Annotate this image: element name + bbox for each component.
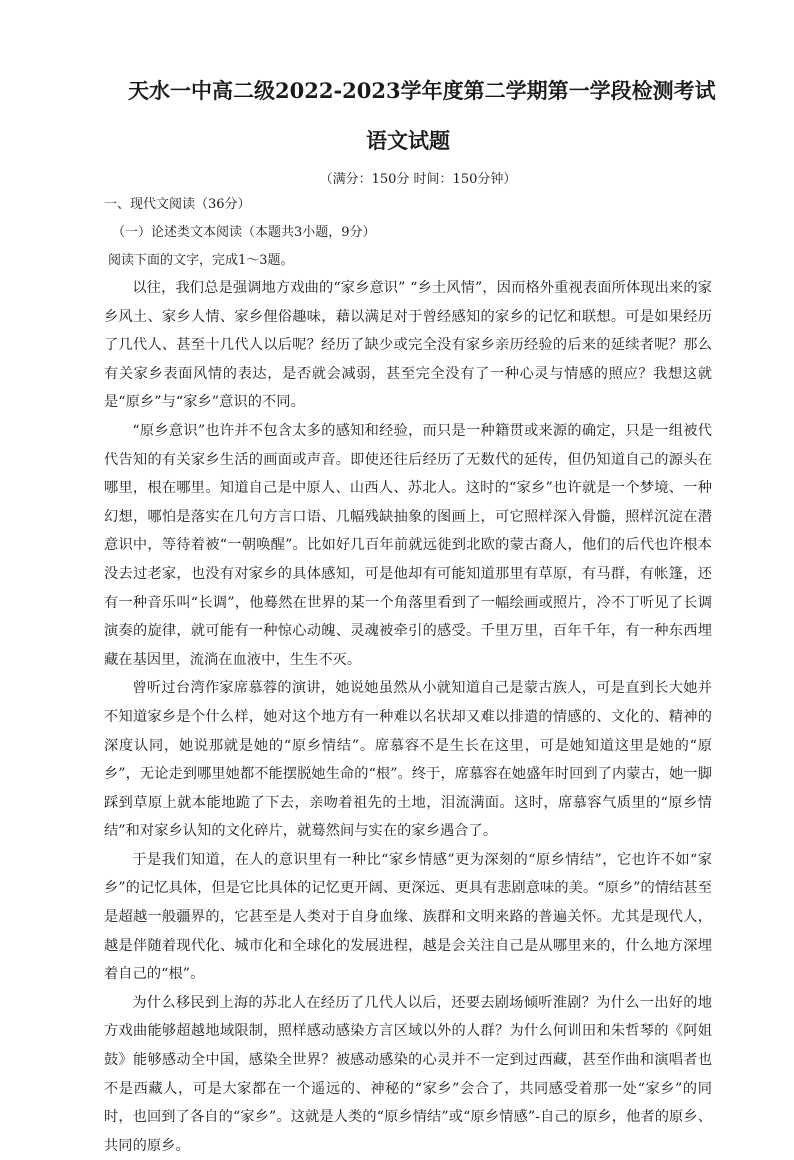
sub-section-heading: （一）论述类文本阅读（本题共3小题，9分）	[112, 225, 376, 240]
exam-meta: （满分：150分 时间：150分钟）	[319, 172, 517, 187]
exam-title: 天水一中高二级2022-2023学年度第二学期第一学段检测考试	[128, 78, 716, 103]
reading-instruction: 阅读下面的文字，完成1～3题。	[108, 253, 294, 268]
paragraph-2: “原乡意识”也许并不包含太多的感知和经验，而只是一种籍贯或来源的确定，只是一组被代代告知的有关家乡生活的画面或声音。即使还往后经历了无数代的延传，但仍知道自己的源头在哪里，根在哪里。知道自己是中原人、山西人、苏北人。这时的“家乡”也许就是一个梦境、一种幻想，哪怕是落实在几句方言口语、几幅残缺抽象的图画上，可它照样深入骨髓，照样沉淀在潜意识中，等待着被“一朝唤醒”。比如好几百年前就远徙到北欧的蒙古裔人，他们的后代也许根本没去过老家，也没有对家乡的具体感知，可是他却有可能知道那里有草原，有马群，有帐篷，还有一种音乐叫“长调”，他蓦然在世界的某一个角落里看到了一幅绘画或照片，冷不丁听见了长调演奏的旋律，就可能有一种惊心动魄、灵魂被牵引的感受。千里万里，百年千年，有一种东西埋藏在基因里，流淌在血液中，生生不灭。	[104, 422, 712, 668]
part-one-heading: 一、现代文阅读（36分）	[104, 197, 251, 212]
paragraph-3: 曾听过台湾作家席慕蓉的演讲，她说她虽然从小就知道自己是蒙古族人，可是直到长大她并不知道家乡是个什么样，她对这个地方有一种难以名状却又难以排遣的情感的、文化的、精神的深度认同，她说那就是她的“原乡情结”。席慕容不是生长在这里，可是她知道这里是她的“原乡”，无论走到哪里她都不能摆脱她生命的“根”。终于，席慕容在她盛年时回到了内蒙古，她一脚踩到草原上就本能地跪了下去，亲吻着祖先的土地，泪流满面。这时，席慕容气质里的“原乡情结”和对家乡认知的文化碎片，就蓦然间与实在的家乡遇合了。	[104, 680, 712, 840]
paragraph-4: 于是我们知道，在人的意识里有一种比“家乡情感”更为深刻的“原乡情结”，它也许不如“家乡”的记忆具体，但是它比具体的记忆更开阔、更深远、更具有悲剧意味的美。“原乡”的情结甚至是超越一般疆界的，它甚至是人类对于自身血缘、族群和文明来路的普遍关怀。尤其是现代人，越是伴随着现代化、城市化和全球化的发展进程，越是会关注自己是从哪里来的，什么地方深埋着自己的“根”。	[104, 851, 712, 983]
subject-title: 语文试题	[366, 128, 450, 153]
paragraph-1: 以往，我们总是强调地方戏曲的“家乡意识” “乡土风情”，因而格外重视表面所体现出来的家乡风土、家乡人情、家乡俚俗趣味，藉以满足对于曾经感知的家乡的记忆和联想。可是如果经历了几代人、甚至十几代人以后呢？经历了缺少或完全没有家乡亲历经验的后来的延续者呢？那么有关家乡表面风情的表达，是否就会减弱，甚至完全没有了一种心灵与情感的照应？我想这就是“原乡”与“家乡”意识的不同。	[104, 280, 712, 411]
paragraph-5: 为什么移民到上海的苏北人在经历了几代人以后，还要去剧场倾听淮剧？为什么一出好的地方戏曲能够超越地域限制，照样感动感染方言区域以外的人群？为什么何训田和朱哲琴的《阿姐鼓》能够感动全中国，感染全世界？被感动感染的心灵并不一定到过西藏，甚至作曲和演唱者也不是西藏人，可是大家都在一个遥远的、神秘的“家乡”会合了，共同感受着那一处“家乡”的同时，也回到了各自的“家乡”。这就是人类的“原乡情结”或“原乡情感”-自己的原乡，他者的原乡、共同的原乡。	[104, 994, 712, 1154]
